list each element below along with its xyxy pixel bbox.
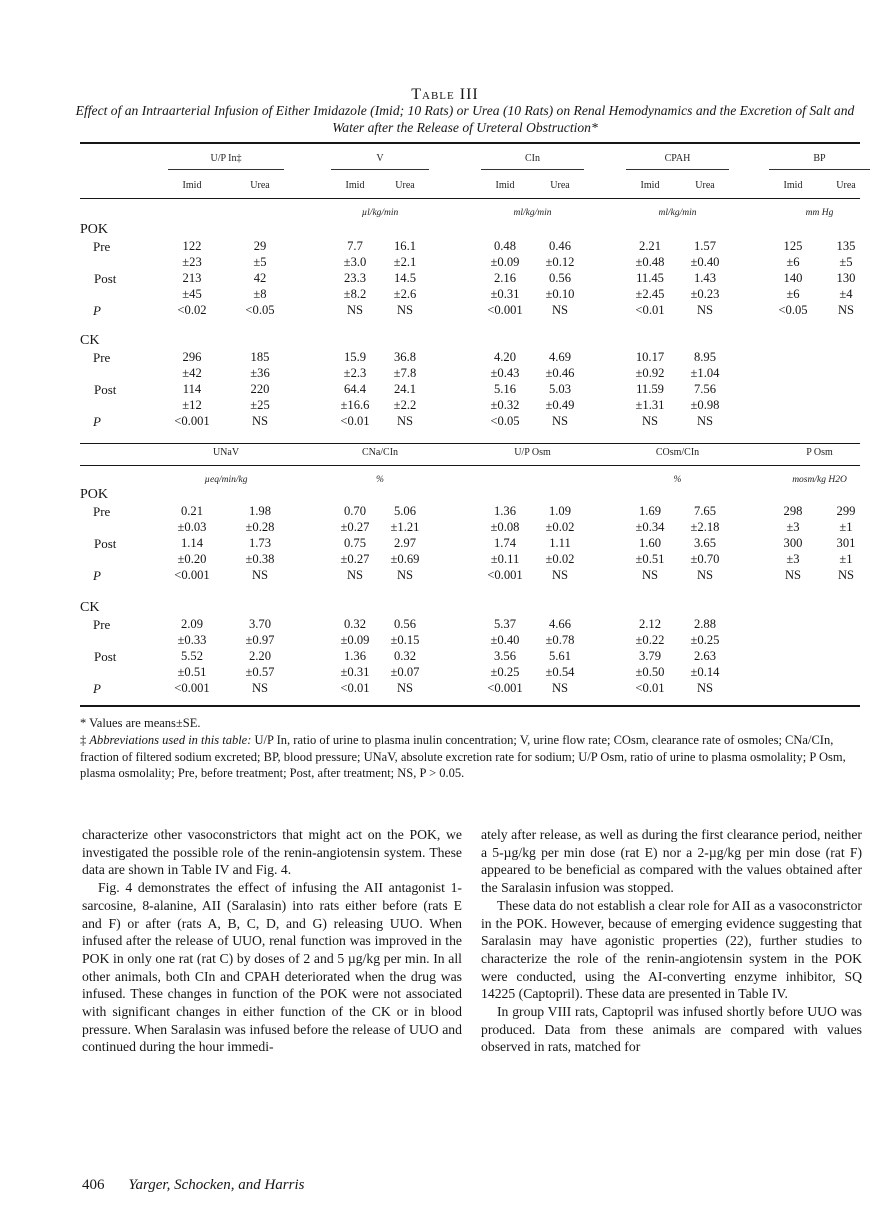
table-cell: ±1.21 xyxy=(390,519,420,534)
table-cell: ±0.50 xyxy=(635,665,665,680)
table-cell: <0.05 xyxy=(778,303,808,318)
table-cell: 11.59 xyxy=(636,381,664,396)
units-label: mm Hg xyxy=(805,208,834,218)
header-rule xyxy=(80,443,860,444)
table-cell: ±0.27 xyxy=(340,519,370,534)
table-cell: 4.66 xyxy=(548,616,572,631)
table-cell: <0.02 xyxy=(177,303,207,318)
table-cell: ±2.18 xyxy=(690,519,720,534)
table-cell: 8.95 xyxy=(693,349,717,364)
row-label: Pre xyxy=(93,238,111,254)
table-cell: ±0.02 xyxy=(545,519,575,534)
table-cell: ±0.51 xyxy=(635,552,665,567)
table-cell: 1.57 xyxy=(693,238,717,253)
table-cell: 1.36 xyxy=(493,503,517,518)
table-cell: ±1 xyxy=(839,552,853,567)
table-cell: NS xyxy=(641,414,659,429)
footnote-mark: ‡ xyxy=(80,733,90,747)
table-cell: 1.74 xyxy=(493,535,517,550)
table-cell: <0.01 xyxy=(635,681,665,696)
table-cell: 2.88 xyxy=(693,616,717,631)
column-group-header: CNa/CIn xyxy=(361,447,399,458)
table-cell: ±0.49 xyxy=(545,398,575,413)
table-cell: ±25 xyxy=(250,398,270,413)
table-cell: 298 xyxy=(783,503,803,518)
table-cell: 1.43 xyxy=(693,270,717,285)
table-cell: ±3 xyxy=(786,552,800,567)
table-cell: ±6 xyxy=(786,287,800,302)
body-paragraph: characterize other vasoconstrictors that might act on the POK, we investigated the possible role of the renin-angiotensin system. These data are shown in Table IV and Fig. 4. xyxy=(82,827,462,878)
column-group-rule xyxy=(626,169,729,170)
table-bottom-rule xyxy=(80,705,860,707)
body-paragraph: Fig. 4 demonstrates the effect of infusing the AII antagonist 1-sarcosine, 8-alanine, AII (Saralasin) into rats either before (rats E and F) or after (rats A, B, C, D, and G) releasing UUO. When infused after the release of UUO, renal function was improved in the POK in only one rat (rat C) by doses of 2 and 5 µg/kg per min. In all other animals, both CIn and CPAH deteriorated when the drug was infused. These changes in function of the POK were not associated with significant changes in either function of the CK or in blood pressure. When Saralasin was infused before the release of UUO and continued during the hour immedi- xyxy=(82,880,462,1055)
table-cell: ±2.45 xyxy=(635,287,665,302)
table-cell: 185 xyxy=(250,349,270,364)
table-cell: 4.20 xyxy=(493,349,517,364)
running-authors: Yarger, Schocken, and Harris xyxy=(128,1177,305,1193)
table-cell: NS xyxy=(396,303,414,318)
table-cell: <0.01 xyxy=(635,303,665,318)
table-cell: 36.8 xyxy=(393,349,417,364)
table-cell: 3.65 xyxy=(693,535,717,550)
units-label: µl/kg/min xyxy=(361,208,399,218)
row-label: Post xyxy=(94,381,117,397)
table-cell: 1.69 xyxy=(638,503,662,518)
table-cell: ±0.78 xyxy=(545,632,575,647)
table-cell: ±0.31 xyxy=(340,665,370,680)
table-cell: ±0.25 xyxy=(690,632,720,647)
table-cell: 15.9 xyxy=(343,349,367,364)
table-cell: 23.3 xyxy=(343,270,367,285)
table-caption: Effect of an Intraarterial Infusion of Either Imidazole (Imid; 10 Rats) or Urea (10 Rats) on Renal Hemodynamics and the Excretion of Salt and Water after the Release of Ureteral Obstruction* xyxy=(75,103,855,135)
header-rule xyxy=(80,465,860,466)
subcolumn-header: Urea xyxy=(250,180,270,191)
table-cell: ±0.97 xyxy=(245,632,275,647)
table-cell: 301 xyxy=(836,535,856,550)
table-cell: 1.11 xyxy=(549,535,571,550)
table-cell: 2.63 xyxy=(693,648,717,663)
table-cell: 0.32 xyxy=(393,648,417,663)
table-cell: NS xyxy=(837,303,855,318)
row-label: Post xyxy=(94,648,117,664)
table-cell: ±0.38 xyxy=(245,552,275,567)
table-cell: NS xyxy=(251,414,269,429)
subcolumn-header: Urea xyxy=(550,180,570,191)
table-cell: <0.001 xyxy=(174,681,210,696)
subcolumn-header: Imid xyxy=(640,180,660,191)
table-cell: 5.16 xyxy=(493,381,517,396)
table-cell: 14.5 xyxy=(393,270,417,285)
table-cell: <0.001 xyxy=(487,681,523,696)
table-cell: 3.56 xyxy=(493,648,517,663)
table-cell: ±36 xyxy=(250,365,270,380)
table-cell: ±3.0 xyxy=(343,254,367,269)
table-cell: ±5 xyxy=(839,254,853,269)
table-cell: ±8 xyxy=(253,287,267,302)
table-cell: NS xyxy=(551,303,569,318)
table-cell: ±0.33 xyxy=(177,632,207,647)
column-group-rule xyxy=(481,169,584,170)
row-group-label: CK xyxy=(80,600,100,615)
table-cell: 2.16 xyxy=(493,270,517,285)
table-cell: <0.01 xyxy=(340,681,370,696)
table-cell: 3.79 xyxy=(638,648,662,663)
body-column-right xyxy=(481,826,862,1056)
table-cell: ±0.11 xyxy=(490,552,520,567)
row-label: Pre xyxy=(93,503,111,519)
table-cell: ±0.40 xyxy=(490,632,520,647)
row-label: Post xyxy=(94,270,117,286)
table-cell: ±0.57 xyxy=(245,665,275,680)
subcolumn-header: Urea xyxy=(695,180,715,191)
table-cell: 1.73 xyxy=(248,535,272,550)
table-cell: ±0.51 xyxy=(177,665,207,680)
table-cell: ±0.23 xyxy=(690,287,720,302)
table-cell: 0.75 xyxy=(343,535,367,550)
table-cell: ±0.43 xyxy=(490,365,520,380)
table-cell: ±0.25 xyxy=(490,665,520,680)
table-cell: <0.01 xyxy=(340,414,370,429)
table-cell: 114 xyxy=(182,381,202,396)
table-cell: ±16.6 xyxy=(340,398,370,413)
table-cell: ±0.92 xyxy=(635,365,665,380)
table-title: Table III xyxy=(411,86,479,103)
body-paragraph: In group VIII rats, Captopril was infused shortly before UUO was produced. Data from these animals are compared with values observed in rats, matched for xyxy=(481,1004,862,1055)
table-cell: ±0.02 xyxy=(545,552,575,567)
table-cell: 1.98 xyxy=(248,503,272,518)
table-cell: 4.69 xyxy=(548,349,572,364)
table-cell: 5.06 xyxy=(393,503,417,518)
table-cell: 11.45 xyxy=(636,270,664,285)
table-cell: ±0.69 xyxy=(390,552,420,567)
column-group-rule xyxy=(168,169,284,170)
table-cell: 1.60 xyxy=(638,535,662,550)
table-cell: ±0.10 xyxy=(545,287,575,302)
table-cell: ±3 xyxy=(786,519,800,534)
table-cell: 5.61 xyxy=(548,648,572,663)
row-label: Post xyxy=(94,535,117,551)
table-cell: NS xyxy=(551,568,569,583)
table-cell: 135 xyxy=(836,238,856,253)
column-group-header: P Osm xyxy=(806,447,833,458)
table-cell: 0.56 xyxy=(393,616,417,631)
table-cell: ±2.6 xyxy=(393,287,417,302)
table-cell: ±0.31 xyxy=(490,287,520,302)
footnote-lead: Abbreviations used in this table: xyxy=(89,733,252,747)
table-cell: ±0.46 xyxy=(545,365,575,380)
table-cell: 0.70 xyxy=(343,503,367,518)
table-cell: NS xyxy=(396,414,414,429)
table-cell: NS xyxy=(551,414,569,429)
table-cell: ±0.03 xyxy=(177,519,207,534)
footnote-text: U/P In, ratio of urine to plasma inulin concentration; V, urine flow rate; COsm, clearance rate of osmoles; CNa/CIn, fraction of filtered sodium excreted; BP, blood pressure; UNaV, absolute excretion rate for sodium; U/P Osm, ratio of urine to plasma osmolality; P Osm, plasma osmolality; Pre, before treatment; Post, after treatment; NS, P > 0.05. xyxy=(80,733,846,781)
table-cell: 1.14 xyxy=(180,535,204,550)
units-label: ml/kg/min xyxy=(513,208,552,218)
subcolumn-header: Urea xyxy=(395,180,415,191)
table-cell: 7.65 xyxy=(693,503,717,518)
table-cell: 213 xyxy=(182,270,202,285)
row-label: Pre xyxy=(93,616,111,632)
row-group-label: CK xyxy=(80,333,100,348)
table-cell: ±5 xyxy=(253,254,267,269)
table-cell: ±0.54 xyxy=(545,665,575,680)
table-cell: 296 xyxy=(182,349,202,364)
table-cell: 2.09 xyxy=(180,616,204,631)
column-group-header: CIn xyxy=(525,153,540,164)
column-group-header: COsm/CIn xyxy=(655,447,700,458)
table-cell: ±1 xyxy=(839,519,853,534)
page-folio xyxy=(82,1177,304,1194)
units-label: % xyxy=(376,475,384,485)
table-cell: 10.17 xyxy=(635,349,665,364)
column-group-rule xyxy=(769,169,870,170)
footnote-means: * Values are means±SE. xyxy=(80,716,201,730)
table-cell: ±0.27 xyxy=(340,552,370,567)
table-cell: ±6 xyxy=(786,254,800,269)
table-cell: <0.001 xyxy=(174,568,210,583)
table-cell: 64.4 xyxy=(343,381,367,396)
table-cell: NS xyxy=(696,681,714,696)
table-cell: 0.48 xyxy=(493,238,517,253)
table-cell: ±0.98 xyxy=(690,398,720,413)
table-cell: ±7.8 xyxy=(393,365,417,380)
column-group-header: BP xyxy=(813,153,826,164)
header-rule xyxy=(80,198,860,199)
page-number: 406 xyxy=(82,1177,105,1193)
table-cell: ±2.3 xyxy=(343,365,367,380)
table-cell: 1.36 xyxy=(343,648,367,663)
table-cell: NS xyxy=(784,568,802,583)
table-cell: NS xyxy=(696,414,714,429)
table-cell: ±0.48 xyxy=(635,254,665,269)
table-cell: ±0.09 xyxy=(340,632,370,647)
table-cell: NS xyxy=(696,568,714,583)
units-label: mosm/kg H2O xyxy=(792,475,847,485)
table-cell: NS xyxy=(641,568,659,583)
table-cell: <0.05 xyxy=(490,414,520,429)
table-cell: 130 xyxy=(836,270,856,285)
table-cell: NS xyxy=(396,568,414,583)
table-cell: ±2.1 xyxy=(393,254,417,269)
table-cell: ±12 xyxy=(182,398,202,413)
table-cell: 2.12 xyxy=(638,616,662,631)
table-cell: 300 xyxy=(783,535,803,550)
table-cell: NS xyxy=(251,681,269,696)
row-group-label: POK xyxy=(80,487,109,502)
units-label: ml/kg/min xyxy=(658,208,697,218)
column-group-rule xyxy=(331,169,429,170)
table-cell: NS xyxy=(696,303,714,318)
table-cell: ±0.28 xyxy=(245,519,275,534)
table-cell: NS xyxy=(837,568,855,583)
table-cell: ±0.15 xyxy=(390,632,420,647)
table-cell: NS xyxy=(346,303,364,318)
column-group-header: U/P Osm xyxy=(514,447,551,458)
table-cell: 3.70 xyxy=(248,616,272,631)
table-cell: ±0.12 xyxy=(545,254,575,269)
body-column-left xyxy=(82,826,462,1056)
footnote-abbreviations xyxy=(80,732,862,782)
body-paragraph: These data do not establish a clear role for AII as a vasoconstrictor in the POK. However, because of emerging evidence suggesting that Saralasin may have agonistic properties (22), further studies to characterize the role of the renin-angiotensin system in the POK were conducted, using the AI-converting enzyme inhibitor, SQ 14225 (Captopril). These data are presented in Table IV. xyxy=(481,897,862,1002)
subcolumn-header: Imid xyxy=(783,180,803,191)
subcolumn-header: Imid xyxy=(345,180,365,191)
table-cell: ±2.2 xyxy=(393,398,417,413)
column-group-header: CPAH xyxy=(664,153,691,164)
column-group-header: V xyxy=(376,153,384,164)
table-cell: 7.56 xyxy=(693,381,717,396)
row-label: P xyxy=(93,568,101,584)
table-cell: 220 xyxy=(250,381,270,396)
table-cell: ±0.08 xyxy=(490,519,520,534)
table-cell: ±1.04 xyxy=(690,365,720,380)
table-cell: ±0.20 xyxy=(177,552,207,567)
table-cell: ±8.2 xyxy=(343,287,367,302)
table-cell: ±4 xyxy=(839,287,853,302)
table-cell: ±1.31 xyxy=(635,398,665,413)
column-group-header: UNaV xyxy=(212,447,240,458)
table-cell: 16.1 xyxy=(393,238,417,253)
table-cell: NS xyxy=(396,681,414,696)
table-cell: 122 xyxy=(182,238,202,253)
table-cell: ±0.07 xyxy=(390,665,420,680)
table-cell: ±0.32 xyxy=(490,398,520,413)
table-cell: ±23 xyxy=(182,254,202,269)
table-cell: 0.21 xyxy=(180,503,204,518)
units-label: µeq/min/kg xyxy=(204,475,248,485)
subcolumn-header: Imid xyxy=(495,180,515,191)
table-cell: 0.32 xyxy=(343,616,367,631)
table-cell: 5.37 xyxy=(493,616,517,631)
table-cell: NS xyxy=(251,568,269,583)
table-cell: 7.7 xyxy=(347,238,363,253)
table-cell: NS xyxy=(551,681,569,696)
table-cell: ±0.34 xyxy=(635,519,665,534)
table-cell: ±45 xyxy=(182,287,202,302)
table-cell: <0.001 xyxy=(174,414,210,429)
table-cell: <0.001 xyxy=(487,303,523,318)
subcolumn-header: Imid xyxy=(182,180,202,191)
row-label: P xyxy=(93,681,101,697)
table-cell: 5.52 xyxy=(180,648,204,663)
table-cell: 299 xyxy=(836,503,856,518)
table-cell: 5.03 xyxy=(548,381,572,396)
table-cell: 42 xyxy=(253,270,267,285)
units-label: % xyxy=(673,475,682,485)
row-group-label: POK xyxy=(80,222,109,237)
subcolumn-header: Urea xyxy=(836,180,856,191)
row-label: P xyxy=(93,303,101,319)
row-label: Pre xyxy=(93,349,111,365)
table-cell: NS xyxy=(346,568,364,583)
table-cell: ±42 xyxy=(182,365,202,380)
table-cell: 1.09 xyxy=(548,503,572,518)
table-cell: <0.001 xyxy=(487,568,523,583)
table-cell: 2.97 xyxy=(393,535,417,550)
table-cell: 29 xyxy=(253,238,267,253)
table-cell: 24.1 xyxy=(393,381,417,396)
row-label: P xyxy=(93,414,101,430)
body-paragraph: ately after release, as well as during the first clearance period, neither a 5-µg/kg per min dose (rat E) nor a 2-µg/kg per min dose (rat F) appeared to be beneficial as compared with the values obtained after the Saralasin infusion was stopped. xyxy=(481,827,862,896)
table-cell: 2.20 xyxy=(248,648,272,663)
table-cell: ±0.14 xyxy=(690,665,720,680)
table-cell: ±0.22 xyxy=(635,632,665,647)
table-cell: 2.21 xyxy=(638,238,662,253)
table-cell: ±0.70 xyxy=(690,552,720,567)
table-cell: 125 xyxy=(783,238,803,253)
table-cell: 0.56 xyxy=(548,270,572,285)
table-cell: ±0.40 xyxy=(690,254,720,269)
table-cell: 140 xyxy=(783,270,803,285)
table-cell: 0.46 xyxy=(548,238,572,253)
table-cell: <0.05 xyxy=(245,303,275,318)
table-cell: ±0.09 xyxy=(490,254,520,269)
column-group-header: U/P In‡ xyxy=(210,153,242,164)
